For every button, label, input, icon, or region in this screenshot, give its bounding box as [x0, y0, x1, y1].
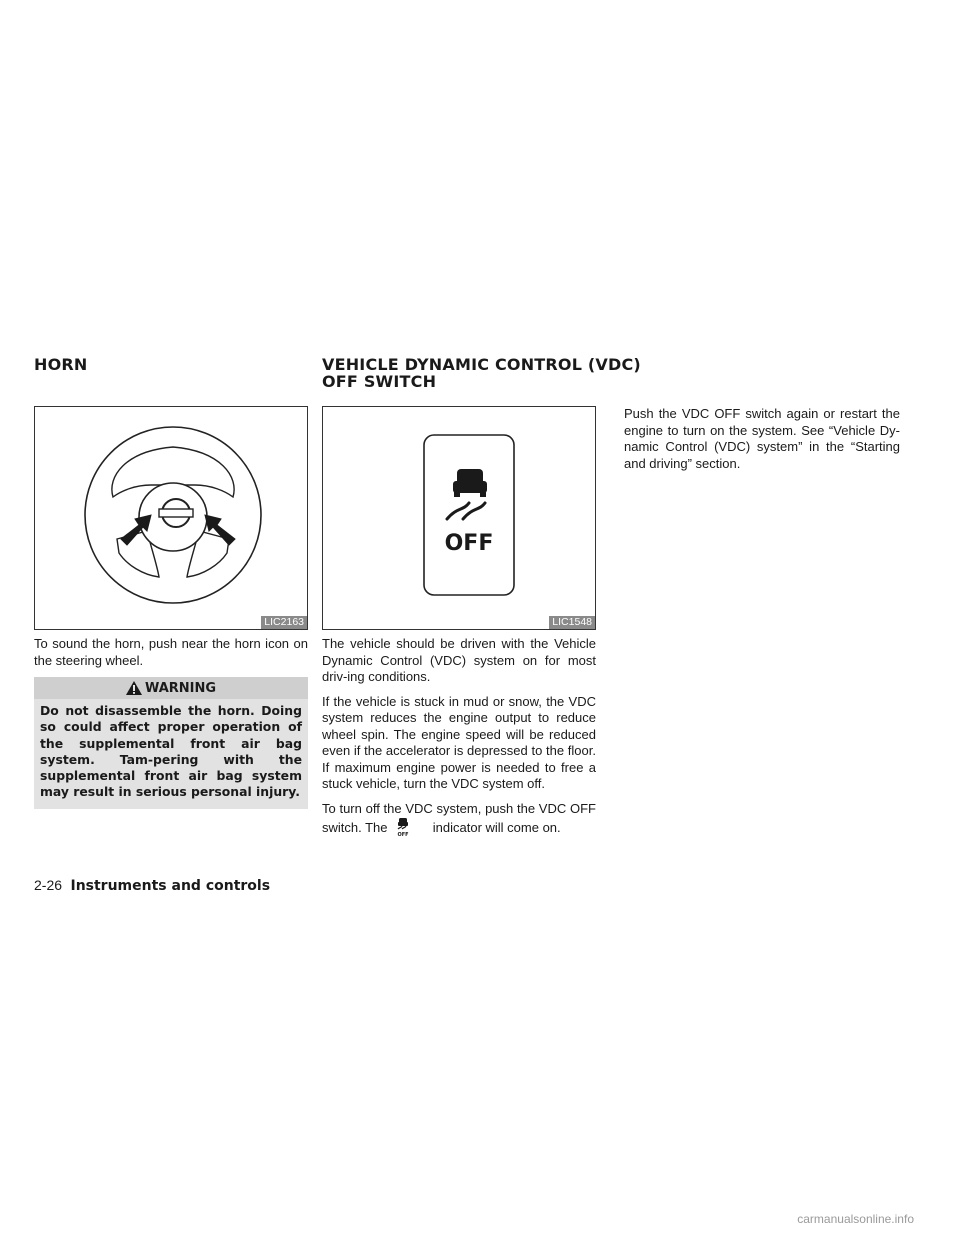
page-footer	[34, 877, 270, 895]
vdc-off-indicator-icon	[393, 817, 413, 837]
vdc-figure	[322, 406, 596, 630]
warning-box	[34, 677, 308, 809]
vdc-heading	[322, 356, 641, 390]
vdc-text	[322, 636, 596, 845]
horn-heading: HORN	[34, 355, 88, 374]
vdc-heading-line1: VEHICLE DYNAMIC CONTROL (VDC)	[322, 355, 641, 374]
page-number: 2-26	[34, 877, 63, 893]
svg-text:OFF: OFF	[397, 832, 409, 837]
horn-figure	[34, 406, 308, 630]
steering-wheel-illustration	[35, 407, 307, 629]
vdc-paragraph-2: If the vehicle is stuck in mud or snow, the VDC system reduces the engine output to reduce wheel spin. The engine speed will be reduced even if the accelerator is depressed to the floor. If maximum engine power is needed to free a stuck vehicle, turn the VDC system off.	[322, 693, 596, 791]
horn-figure-label: LIC2163	[261, 616, 307, 629]
warning-icon	[126, 681, 142, 695]
vdc-switch-off-text: OFF	[444, 531, 494, 556]
vdc-paragraph-1: The vehicle should be driven with the Vehicle Dynamic Control (VDC) system on for most driv-ing conditions.	[322, 636, 596, 684]
vdc-figure-label: LIC1548	[549, 616, 595, 629]
chapter-title: Instruments and controls	[70, 878, 271, 894]
vdc-heading-line2: OFF SWITCH	[322, 372, 437, 391]
vdc-paragraph-3-start: To turn off the VDC system, push the VDC OFF switch. The	[322, 800, 596, 835]
warning-title: WARNING	[144, 680, 217, 696]
vdc-paragraph-3-end: indicator will come on.	[432, 820, 561, 835]
vdc-switch-illustration	[323, 407, 595, 629]
watermark: carmanualsonline.info	[797, 1212, 914, 1226]
horn-intro: To sound the horn, push near the horn icon on the steering wheel.	[34, 636, 308, 668]
warning-text: Do not disassemble the horn. Doing so could affect proper operation of the supplemental front air bag system. Tam-pering with the supplemental front air bag system may result in serious personal injury.	[34, 699, 308, 809]
warning-header	[34, 677, 308, 699]
vdc-paragraph-3	[322, 801, 596, 838]
vdc-restart-paragraph: Push the VDC OFF switch again or restart the engine to turn on the system. See “Vehicle Dy-namic Control (VDC) system” in the “Starting and driving” section.	[624, 406, 900, 471]
